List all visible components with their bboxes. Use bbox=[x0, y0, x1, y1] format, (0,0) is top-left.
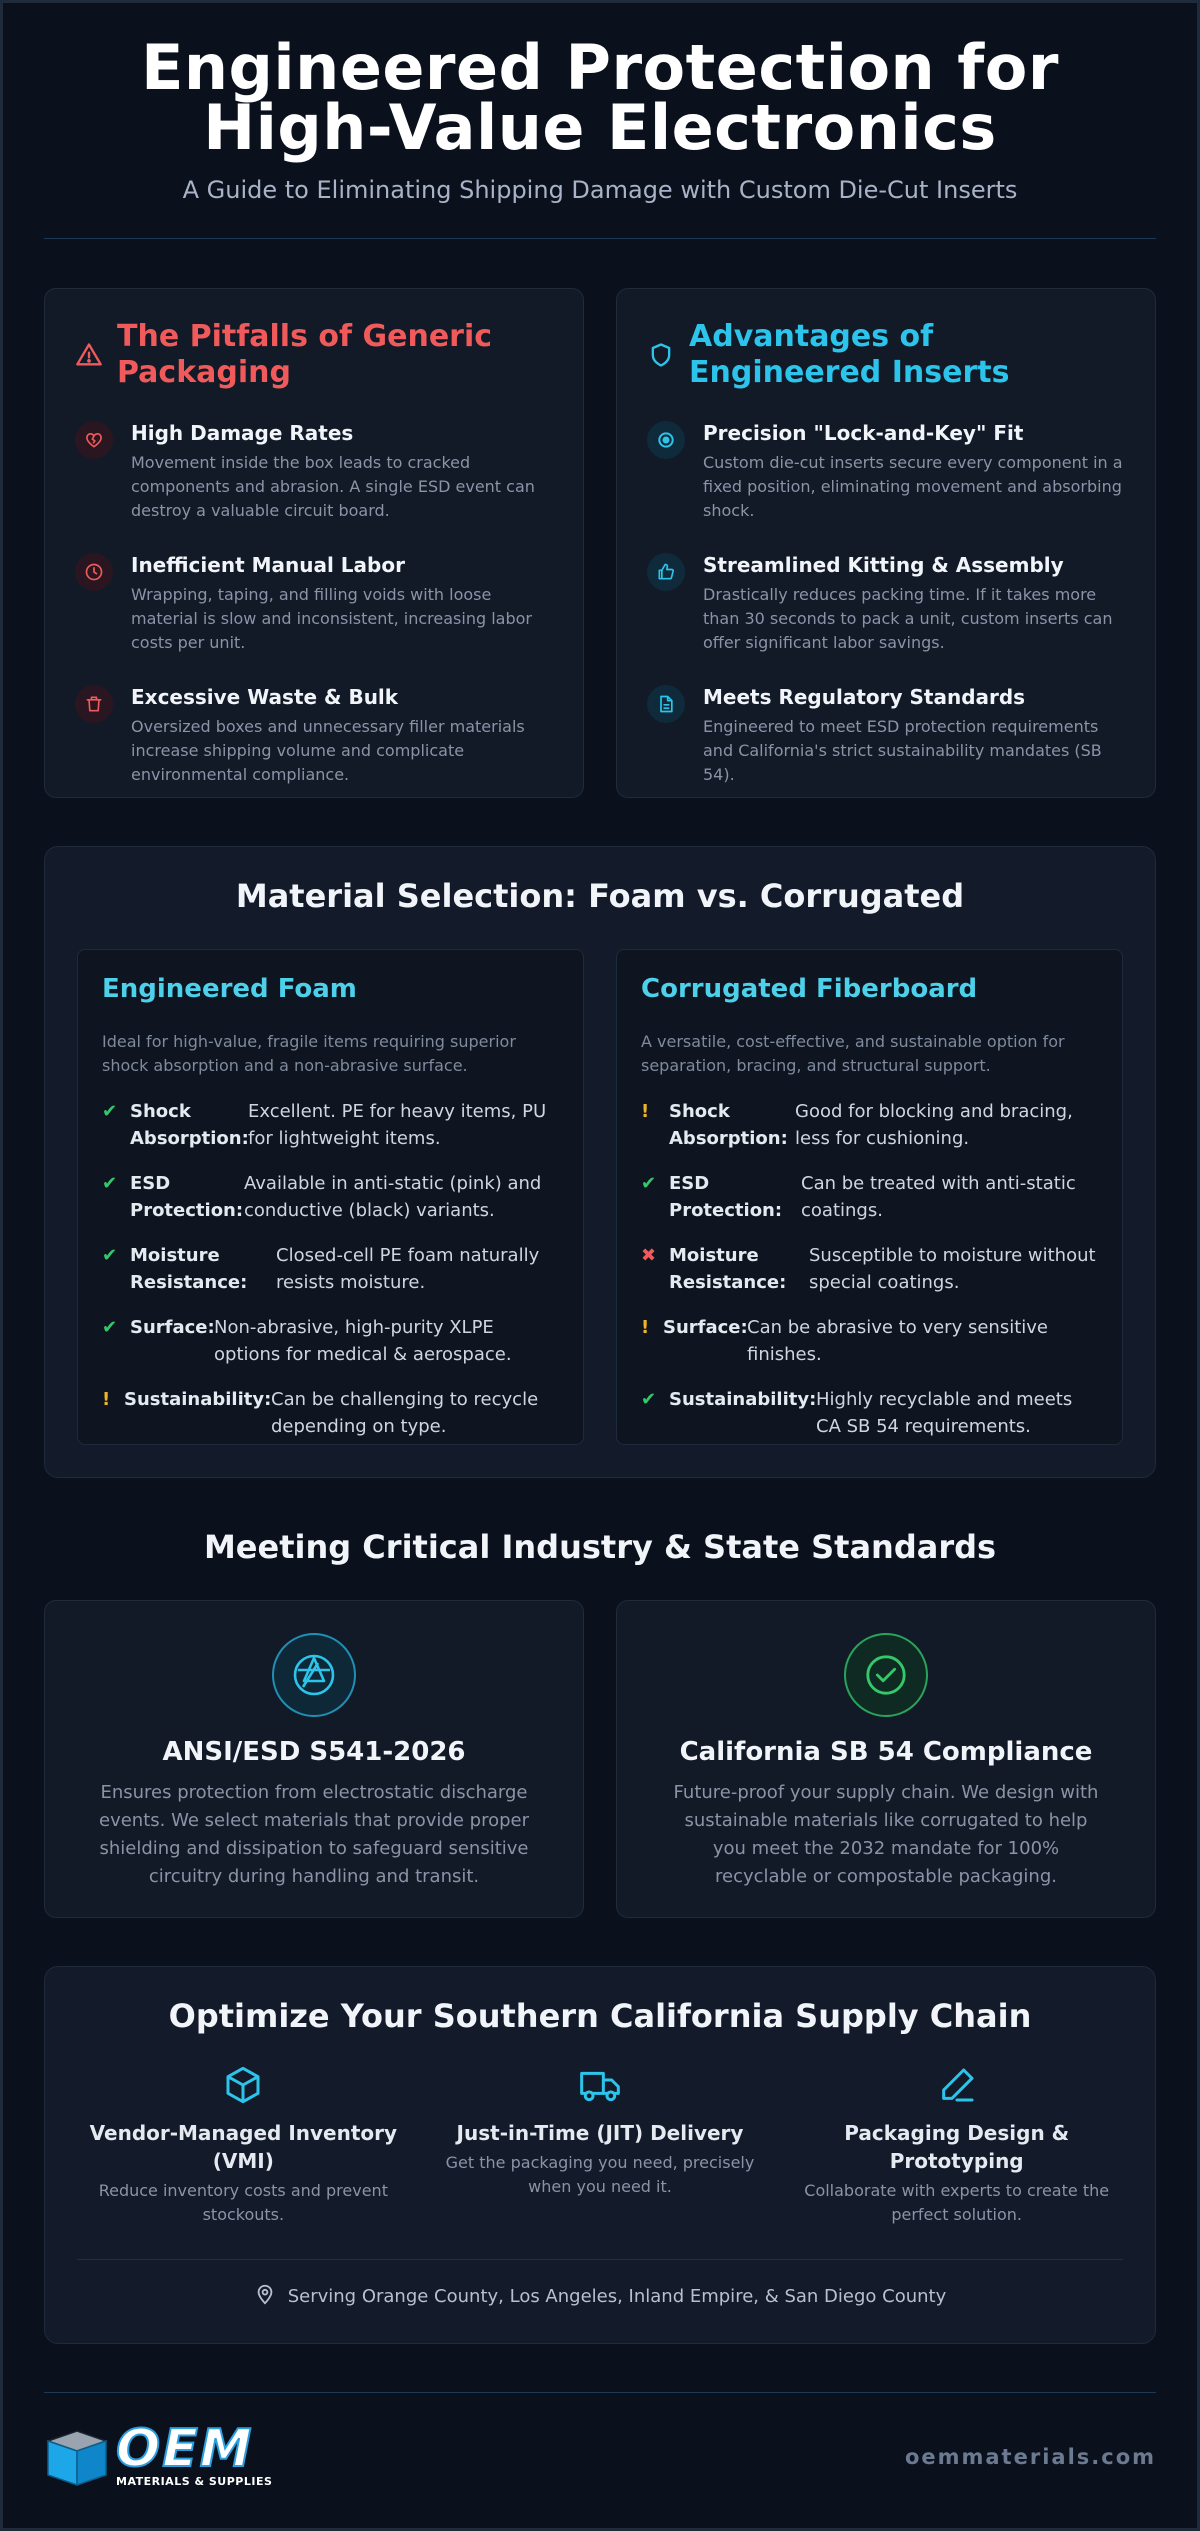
service-area bbox=[45, 2282, 1155, 2311]
item-title: Meets Regulatory Standards bbox=[703, 685, 1026, 709]
service-title: Just-in-Time (JIT) Delivery bbox=[456, 2121, 744, 2145]
pen-icon bbox=[792, 2065, 1121, 2105]
supply-title: Optimize Your Southern California Supply Chain bbox=[168, 1997, 1032, 2035]
property-label: Surface: bbox=[130, 1317, 215, 1338]
pitfalls-title: The Pitfalls of Generic Packaging bbox=[117, 319, 493, 390]
property-label: Shock Absorption: bbox=[130, 1101, 249, 1149]
service-title: Vendor-Managed Inventory (VMI) bbox=[89, 2121, 398, 2173]
list-item bbox=[647, 421, 1125, 523]
truck-icon bbox=[436, 2065, 765, 2105]
esd-symbol-icon bbox=[272, 1633, 356, 1717]
property-label: Surface: bbox=[663, 1317, 748, 1338]
foam-description: Ideal for high-value, fragile items requiring superior shock absorption and a non-abrasive surface. bbox=[102, 1032, 516, 1075]
property-row bbox=[102, 1170, 559, 1224]
property-value: Good for blocking and bracing, less for cushioning. bbox=[795, 1101, 1073, 1149]
standard-text: Ensures protection from electrostatic discharge events. We select materials that provide proper shielding and dissipation to safeguard sensitive circuitry during handling and transit. bbox=[99, 1782, 529, 1887]
standards-title: Meeting Critical Industry & State Standards bbox=[203, 1528, 997, 1566]
property-label: ESD Protection: bbox=[669, 1173, 783, 1221]
warning-mark-icon: ! bbox=[102, 1389, 111, 1410]
item-text: Drastically reduces packing time. If it takes more than 30 seconds to pack a unit, custom inserts can offer significant labor savings. bbox=[703, 585, 1113, 652]
property-value: Susceptible to moisture without special coatings. bbox=[809, 1245, 1096, 1293]
service-area-text: Serving Orange County, Los Angeles, Inland Empire, & San Diego County bbox=[287, 2286, 947, 2307]
item-text: Engineered to meet ESD protection requirements and California's strict sustainability mandates (SB 54). bbox=[703, 717, 1102, 784]
property-row bbox=[641, 1242, 1098, 1296]
service-design bbox=[778, 2065, 1135, 2227]
property-row bbox=[102, 1386, 559, 1440]
service-text: Collaborate with experts to create the perfect solution. bbox=[804, 2181, 1110, 2224]
logo-wordmark: OEM bbox=[116, 2419, 254, 2479]
service-vmi bbox=[65, 2065, 422, 2227]
document-icon bbox=[647, 685, 685, 723]
service-title: Packaging Design & Prototyping bbox=[844, 2121, 1070, 2173]
corrugated-panel bbox=[616, 949, 1123, 1445]
check-icon: ✔ bbox=[102, 1101, 118, 1122]
list-item bbox=[75, 421, 553, 523]
standard-title: California SB 54 Compliance bbox=[679, 1737, 1093, 1767]
property-value: Closed-cell PE foam naturally resists moisture. bbox=[276, 1245, 540, 1293]
item-text: Movement inside the box leads to cracked components and abrasion. A single ESD event can destroy a valuable circuit board. bbox=[131, 453, 535, 520]
property-row bbox=[641, 1170, 1098, 1224]
property-value: Can be abrasive to very sensitive finishes. bbox=[747, 1317, 1048, 1365]
broken-heart-icon bbox=[75, 421, 113, 459]
cross-icon: ✖ bbox=[641, 1245, 657, 1266]
property-label: Moisture Resistance: bbox=[130, 1245, 248, 1293]
property-label: Sustainability: bbox=[669, 1389, 817, 1410]
logo-tagline: MATERIALS & SUPPLIES bbox=[116, 2475, 273, 2488]
warning-mark-icon: ! bbox=[641, 1101, 650, 1122]
standard-title: ANSI/ESD S541-2026 bbox=[162, 1737, 466, 1767]
property-row bbox=[102, 1098, 559, 1152]
property-value: Highly recyclable and meets CA SB 54 requirements. bbox=[816, 1389, 1073, 1437]
hero-header bbox=[44, 0, 1156, 204]
logo-cube-icon bbox=[44, 2427, 110, 2487]
standards-row bbox=[44, 1600, 1156, 1918]
check-icon: ✔ bbox=[102, 1173, 118, 1194]
item-title: Streamlined Kitting & Assembly bbox=[703, 553, 1064, 577]
service-text: Reduce inventory costs and prevent stockouts. bbox=[98, 2181, 388, 2224]
clock-icon bbox=[75, 553, 113, 591]
item-title: Inefficient Manual Labor bbox=[131, 553, 405, 577]
pitfalls-card bbox=[44, 288, 584, 798]
page-content bbox=[44, 0, 1156, 2488]
advantages-title: Advantages of Engineered Inserts bbox=[689, 319, 1010, 390]
supply-divider bbox=[77, 2259, 1123, 2260]
target-icon bbox=[647, 421, 685, 459]
comparison-row bbox=[44, 288, 1156, 798]
foam-panel bbox=[77, 949, 584, 1445]
property-row bbox=[102, 1314, 559, 1368]
materials-title: Material Selection: Foam vs. Corrugated bbox=[235, 877, 965, 915]
material-selection-section bbox=[44, 846, 1156, 1478]
property-value: Non-abrasive, high-purity XLPE options for medical & aerospace. bbox=[214, 1317, 512, 1365]
property-value: Can be treated with anti-static coatings. bbox=[801, 1173, 1076, 1221]
item-title: Excessive Waste & Bulk bbox=[131, 685, 399, 709]
location-pin-icon bbox=[254, 2282, 276, 2311]
list-item bbox=[75, 685, 553, 787]
check-circle-icon bbox=[844, 1633, 928, 1717]
property-value: Can be challenging to recycle depending on type. bbox=[271, 1389, 539, 1437]
property-value: Excellent. PE for heavy items, PU for lightweight items. bbox=[248, 1101, 547, 1149]
standard-card-esd bbox=[44, 1600, 584, 1918]
item-text: Wrapping, taping, and filling voids with loose material is slow and inconsistent, increasing labor costs per unit. bbox=[131, 585, 532, 652]
item-title: Precision "Lock-and-Key" Fit bbox=[703, 421, 1024, 445]
standard-text: Future-proof your supply chain. We design with sustainable materials like corrugated to help you meet the 2032 mandate for 100% recyclable or compostable packaging. bbox=[673, 1782, 1099, 1887]
property-row bbox=[641, 1386, 1098, 1440]
service-text: Get the packaging you need, precisely when you need it. bbox=[445, 2153, 755, 2196]
thumbs-up-icon bbox=[647, 553, 685, 591]
advantages-card bbox=[616, 288, 1156, 798]
website-link[interactable]: oemmaterials.com bbox=[904, 2444, 1156, 2469]
box-icon bbox=[79, 2065, 408, 2105]
foam-title: Engineered Foam bbox=[102, 974, 357, 1004]
page-subtitle: A Guide to Eliminating Shipping Damage with Custom Die-Cut Inserts bbox=[182, 176, 1018, 204]
property-label: Moisture Resistance: bbox=[669, 1245, 787, 1293]
shield-icon bbox=[647, 341, 675, 369]
standard-card-sb54 bbox=[616, 1600, 1156, 1918]
item-title: High Damage Rates bbox=[131, 421, 354, 445]
list-item bbox=[647, 553, 1125, 655]
page-title: Engineered Protection for High-Value Electronics bbox=[141, 31, 1059, 164]
warning-icon bbox=[75, 341, 103, 369]
property-label: Shock Absorption: bbox=[669, 1101, 788, 1149]
supply-chain-section bbox=[44, 1966, 1156, 2344]
check-icon: ✔ bbox=[641, 1173, 657, 1194]
check-icon: ✔ bbox=[102, 1317, 118, 1338]
property-label: Sustainability: bbox=[124, 1389, 272, 1410]
property-row bbox=[641, 1098, 1098, 1152]
footer bbox=[44, 2419, 1156, 2488]
footer-divider bbox=[44, 2392, 1156, 2393]
company-logo[interactable] bbox=[44, 2419, 273, 2488]
item-text: Custom die-cut inserts secure every component in a fixed position, eliminating movement and absorbing shock. bbox=[703, 453, 1123, 520]
check-icon: ✔ bbox=[641, 1389, 657, 1410]
warning-mark-icon: ! bbox=[641, 1317, 650, 1338]
list-item bbox=[75, 553, 553, 655]
corrugated-title: Corrugated Fiberboard bbox=[641, 974, 978, 1004]
property-value: Available in anti-static (pink) and conductive (black) variants. bbox=[244, 1173, 542, 1221]
property-label: ESD Protection: bbox=[130, 1173, 244, 1221]
list-item bbox=[647, 685, 1125, 787]
check-icon: ✔ bbox=[102, 1245, 118, 1266]
service-jit bbox=[422, 2065, 779, 2227]
property-row bbox=[102, 1242, 559, 1296]
property-row bbox=[641, 1314, 1098, 1368]
corrugated-description: A versatile, cost-effective, and sustainable option for separation, bracing, and structural support. bbox=[641, 1032, 1065, 1075]
trash-icon bbox=[75, 685, 113, 723]
header-divider bbox=[44, 238, 1156, 239]
item-text: Oversized boxes and unnecessary filler materials increase shipping volume and complicate environmental compliance. bbox=[131, 717, 525, 784]
